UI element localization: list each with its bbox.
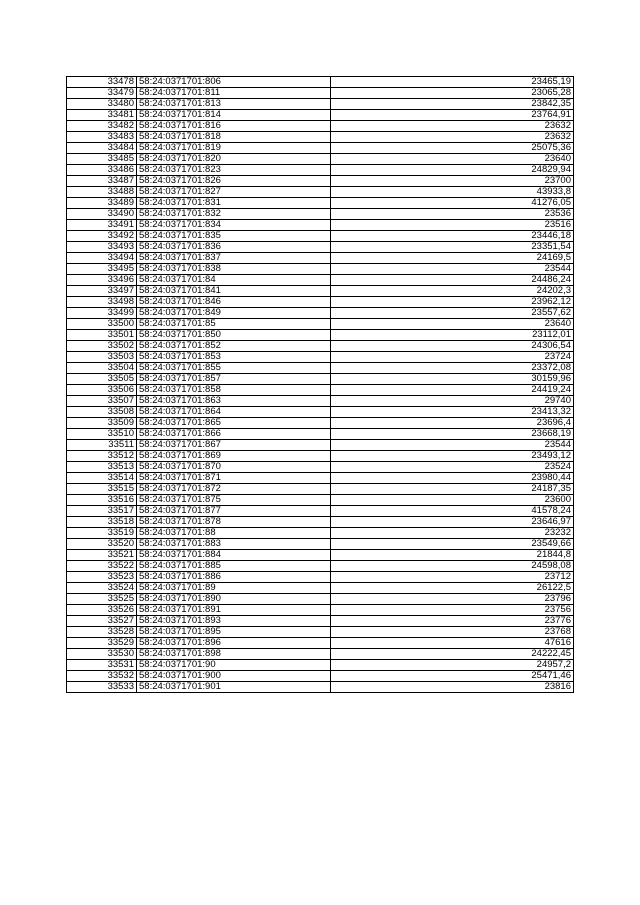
cadastral-number-cell: 58:24:0371701:863 [137, 396, 331, 407]
row-number-cell: 33517 [67, 506, 137, 517]
value-cell: 23600 [331, 495, 574, 506]
row-number-cell: 33518 [67, 517, 137, 528]
row-number-cell: 33485 [67, 154, 137, 165]
value-cell: 23724 [331, 352, 574, 363]
table-row [67, 671, 574, 682]
row-number-cell: 33533 [67, 682, 137, 693]
cadastral-number-cell: 58:24:0371701:877 [137, 506, 331, 517]
cadastral-number-cell: 58:24:0371701:846 [137, 297, 331, 308]
row-number-cell: 33508 [67, 407, 137, 418]
table-row [67, 550, 574, 561]
value-cell: 24222,45 [331, 649, 574, 660]
cadastral-number-cell: 58:24:0371701:835 [137, 231, 331, 242]
cadastral-number-cell: 58:24:0371701:834 [137, 220, 331, 231]
table-row [67, 231, 574, 242]
cadastral-number-cell: 58:24:0371701:858 [137, 385, 331, 396]
table-row [67, 99, 574, 110]
cadastral-number-cell: 58:24:0371701:836 [137, 242, 331, 253]
value-cell: 23536 [331, 209, 574, 220]
table-row [67, 198, 574, 209]
table-row [67, 418, 574, 429]
table-row [67, 143, 574, 154]
value-cell: 23796 [331, 594, 574, 605]
value-cell: 41578,24 [331, 506, 574, 517]
value-cell: 24169,5 [331, 253, 574, 264]
value-cell: 24957,2 [331, 660, 574, 671]
cadastral-number-cell: 58:24:0371701:838 [137, 264, 331, 275]
table-row [67, 242, 574, 253]
table-row [67, 330, 574, 341]
value-cell: 24202,3 [331, 286, 574, 297]
row-number-cell: 33494 [67, 253, 137, 264]
table-row [67, 638, 574, 649]
cadastral-number-cell: 58:24:0371701:865 [137, 418, 331, 429]
table-row [67, 572, 574, 583]
value-cell: 43933,8 [331, 187, 574, 198]
table-row [67, 77, 574, 88]
cadastral-number-cell: 58:24:0371701:895 [137, 627, 331, 638]
value-cell: 24187,35 [331, 484, 574, 495]
table-row [67, 352, 574, 363]
table-row [67, 363, 574, 374]
cadastral-number-cell: 58:24:0371701:89 [137, 583, 331, 594]
table-row [67, 583, 574, 594]
cadastral-number-cell: 58:24:0371701:816 [137, 121, 331, 132]
cadastral-number-cell: 58:24:0371701:806 [137, 77, 331, 88]
table-row [67, 484, 574, 495]
table-row [67, 88, 574, 99]
table-row [67, 682, 574, 693]
cadastral-number-cell: 58:24:0371701:823 [137, 165, 331, 176]
row-number-cell: 33478 [67, 77, 137, 88]
cadastral-number-cell: 58:24:0371701:852 [137, 341, 331, 352]
value-cell: 23544 [331, 264, 574, 275]
table-row [67, 473, 574, 484]
row-number-cell: 33492 [67, 231, 137, 242]
table-row [67, 605, 574, 616]
row-number-cell: 33500 [67, 319, 137, 330]
row-number-cell: 33479 [67, 88, 137, 99]
cadastral-number-cell: 58:24:0371701:841 [137, 286, 331, 297]
cadastral-number-cell: 58:24:0371701:813 [137, 99, 331, 110]
value-cell: 23524 [331, 462, 574, 473]
cadastral-number-cell: 58:24:0371701:885 [137, 561, 331, 572]
table-row [67, 407, 574, 418]
data-table [66, 76, 574, 693]
row-number-cell: 33519 [67, 528, 137, 539]
table-row [67, 209, 574, 220]
value-cell: 23549,66 [331, 539, 574, 550]
row-number-cell: 33507 [67, 396, 137, 407]
value-cell: 21844,8 [331, 550, 574, 561]
row-number-cell: 33488 [67, 187, 137, 198]
row-number-cell: 33527 [67, 616, 137, 627]
table-row [67, 594, 574, 605]
table-row [67, 187, 574, 198]
row-number-cell: 33525 [67, 594, 137, 605]
row-number-cell: 33528 [67, 627, 137, 638]
row-number-cell: 33520 [67, 539, 137, 550]
row-number-cell: 33491 [67, 220, 137, 231]
value-cell: 23842,35 [331, 99, 574, 110]
cadastral-number-cell: 58:24:0371701:814 [137, 110, 331, 121]
cadastral-number-cell: 58:24:0371701:84 [137, 275, 331, 286]
row-number-cell: 33529 [67, 638, 137, 649]
cadastral-number-cell: 58:24:0371701:849 [137, 308, 331, 319]
cadastral-number-cell: 58:24:0371701:878 [137, 517, 331, 528]
cadastral-number-cell: 58:24:0371701:875 [137, 495, 331, 506]
value-cell: 23756 [331, 605, 574, 616]
cadastral-number-cell: 58:24:0371701:891 [137, 605, 331, 616]
value-cell: 23668,19 [331, 429, 574, 440]
cadastral-number-cell: 58:24:0371701:832 [137, 209, 331, 220]
row-number-cell: 33523 [67, 572, 137, 583]
cadastral-number-cell: 58:24:0371701:831 [137, 198, 331, 209]
row-number-cell: 33513 [67, 462, 137, 473]
value-cell: 26122,5 [331, 583, 574, 594]
value-cell: 23646,97 [331, 517, 574, 528]
cadastral-number-cell: 58:24:0371701:820 [137, 154, 331, 165]
cadastral-number-cell: 58:24:0371701:850 [137, 330, 331, 341]
row-number-cell: 33514 [67, 473, 137, 484]
value-cell: 23700 [331, 176, 574, 187]
value-cell: 23962,12 [331, 297, 574, 308]
table-row [67, 440, 574, 451]
value-cell: 25075,36 [331, 143, 574, 154]
row-number-cell: 33524 [67, 583, 137, 594]
cadastral-number-cell: 58:24:0371701:890 [137, 594, 331, 605]
table-row [67, 528, 574, 539]
value-cell: 23232 [331, 528, 574, 539]
value-cell: 23372,08 [331, 363, 574, 374]
row-number-cell: 33487 [67, 176, 137, 187]
value-cell: 23557,62 [331, 308, 574, 319]
data-table-body [67, 77, 574, 693]
row-number-cell: 33509 [67, 418, 137, 429]
row-number-cell: 33495 [67, 264, 137, 275]
table-row [67, 506, 574, 517]
row-number-cell: 33532 [67, 671, 137, 682]
row-number-cell: 33512 [67, 451, 137, 462]
table-row [67, 385, 574, 396]
row-number-cell: 33482 [67, 121, 137, 132]
table-row [67, 121, 574, 132]
value-cell: 23764,91 [331, 110, 574, 121]
row-number-cell: 33530 [67, 649, 137, 660]
value-cell: 23351,54 [331, 242, 574, 253]
row-number-cell: 33481 [67, 110, 137, 121]
cadastral-number-cell: 58:24:0371701:867 [137, 440, 331, 451]
row-number-cell: 33511 [67, 440, 137, 451]
cadastral-number-cell: 58:24:0371701:871 [137, 473, 331, 484]
cadastral-number-cell: 58:24:0371701:900 [137, 671, 331, 682]
table-row [67, 627, 574, 638]
row-number-cell: 33510 [67, 429, 137, 440]
value-cell: 24829,94 [331, 165, 574, 176]
cadastral-number-cell: 58:24:0371701:826 [137, 176, 331, 187]
cadastral-number-cell: 58:24:0371701:837 [137, 253, 331, 264]
value-cell: 24598,08 [331, 561, 574, 572]
value-cell: 23446,18 [331, 231, 574, 242]
table-row [67, 374, 574, 385]
value-cell: 23493,12 [331, 451, 574, 462]
table-row [67, 154, 574, 165]
row-number-cell: 33506 [67, 385, 137, 396]
value-cell: 41276,05 [331, 198, 574, 209]
row-number-cell: 33486 [67, 165, 137, 176]
row-number-cell: 33501 [67, 330, 137, 341]
value-cell: 23696,4 [331, 418, 574, 429]
table-row [67, 517, 574, 528]
value-cell: 23112,01 [331, 330, 574, 341]
cadastral-number-cell: 58:24:0371701:853 [137, 352, 331, 363]
cadastral-number-cell: 58:24:0371701:855 [137, 363, 331, 374]
value-cell: 23544 [331, 440, 574, 451]
table-row [67, 539, 574, 550]
table-row [67, 132, 574, 143]
cadastral-number-cell: 58:24:0371701:866 [137, 429, 331, 440]
cadastral-number-cell: 58:24:0371701:870 [137, 462, 331, 473]
value-cell: 23712 [331, 572, 574, 583]
table-row [67, 220, 574, 231]
row-number-cell: 33504 [67, 363, 137, 374]
row-number-cell: 33522 [67, 561, 137, 572]
cadastral-number-cell: 58:24:0371701:818 [137, 132, 331, 143]
table-row [67, 264, 574, 275]
table-row [67, 429, 574, 440]
value-cell: 24486,24 [331, 275, 574, 286]
row-number-cell: 33502 [67, 341, 137, 352]
table-row [67, 297, 574, 308]
cadastral-number-cell: 58:24:0371701:864 [137, 407, 331, 418]
cadastral-number-cell: 58:24:0371701:884 [137, 550, 331, 561]
value-cell: 23413,32 [331, 407, 574, 418]
table-row [67, 396, 574, 407]
row-number-cell: 33484 [67, 143, 137, 154]
row-number-cell: 33521 [67, 550, 137, 561]
row-number-cell: 33516 [67, 495, 137, 506]
value-cell: 29740 [331, 396, 574, 407]
table-row [67, 176, 574, 187]
table-row [67, 616, 574, 627]
row-number-cell: 33493 [67, 242, 137, 253]
row-number-cell: 33503 [67, 352, 137, 363]
table-row [67, 286, 574, 297]
row-number-cell: 33489 [67, 198, 137, 209]
cadastral-number-cell: 58:24:0371701:901 [137, 682, 331, 693]
row-number-cell: 33526 [67, 605, 137, 616]
value-cell: 23516 [331, 220, 574, 231]
value-cell: 23632 [331, 132, 574, 143]
value-cell: 23465,19 [331, 77, 574, 88]
cadastral-number-cell: 58:24:0371701:827 [137, 187, 331, 198]
table-row [67, 660, 574, 671]
value-cell: 23768 [331, 627, 574, 638]
table-row [67, 341, 574, 352]
value-cell: 23640 [331, 154, 574, 165]
cadastral-number-cell: 58:24:0371701:883 [137, 539, 331, 550]
table-row [67, 110, 574, 121]
value-cell: 23065,28 [331, 88, 574, 99]
row-number-cell: 33498 [67, 297, 137, 308]
value-cell: 24306,54 [331, 341, 574, 352]
cadastral-number-cell: 58:24:0371701:896 [137, 638, 331, 649]
row-number-cell: 33490 [67, 209, 137, 220]
value-cell: 30159,96 [331, 374, 574, 385]
cadastral-number-cell: 58:24:0371701:88 [137, 528, 331, 539]
cadastral-number-cell: 58:24:0371701:85 [137, 319, 331, 330]
table-row [67, 495, 574, 506]
value-cell: 24419,24 [331, 385, 574, 396]
table-row [67, 649, 574, 660]
cadastral-number-cell: 58:24:0371701:886 [137, 572, 331, 583]
cadastral-number-cell: 58:24:0371701:811 [137, 88, 331, 99]
cadastral-number-cell: 58:24:0371701:893 [137, 616, 331, 627]
value-cell: 23776 [331, 616, 574, 627]
value-cell: 25471,46 [331, 671, 574, 682]
table-row [67, 253, 574, 264]
cadastral-number-cell: 58:24:0371701:857 [137, 374, 331, 385]
table-row [67, 308, 574, 319]
cadastral-number-cell: 58:24:0371701:872 [137, 484, 331, 495]
row-number-cell: 33499 [67, 308, 137, 319]
row-number-cell: 33496 [67, 275, 137, 286]
value-cell: 47616 [331, 638, 574, 649]
cadastral-number-cell: 58:24:0371701:869 [137, 451, 331, 462]
cadastral-number-cell: 58:24:0371701:819 [137, 143, 331, 154]
cadastral-number-cell: 58:24:0371701:90 [137, 660, 331, 671]
value-cell: 23632 [331, 121, 574, 132]
value-cell: 23816 [331, 682, 574, 693]
row-number-cell: 33480 [67, 99, 137, 110]
row-number-cell: 33497 [67, 286, 137, 297]
table-row [67, 561, 574, 572]
table-row [67, 275, 574, 286]
row-number-cell: 33531 [67, 660, 137, 671]
table-row [67, 319, 574, 330]
row-number-cell: 33505 [67, 374, 137, 385]
cadastral-number-cell: 58:24:0371701:898 [137, 649, 331, 660]
row-number-cell: 33483 [67, 132, 137, 143]
value-cell: 23640 [331, 319, 574, 330]
value-cell: 23980,44 [331, 473, 574, 484]
table-row [67, 165, 574, 176]
table-row [67, 451, 574, 462]
table-row [67, 462, 574, 473]
row-number-cell: 33515 [67, 484, 137, 495]
